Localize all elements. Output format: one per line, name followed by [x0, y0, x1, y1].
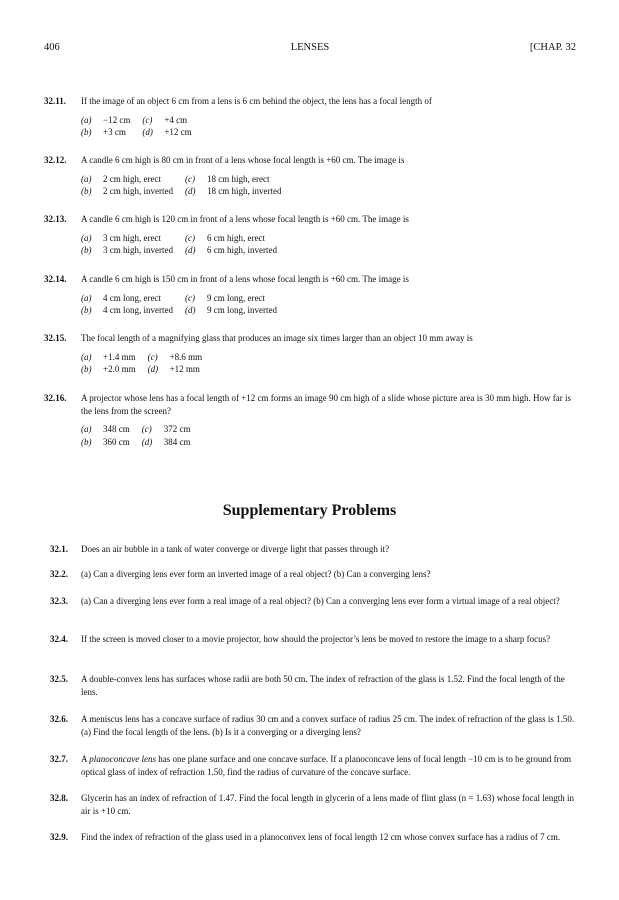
option: (c) 18 cm high, erect	[184, 173, 270, 184]
problem-32-6: 32.6. A meniscus lens has a concave surface of radius 30 cm and a convex surface of radius 25 cm. The index of refraction of the glass is 1.50. (a) Find the focal length of the lens. (b) Is it a converging or a diverging lens?	[50, 714, 575, 737]
question-text: The focal length of a magnifying glass that produces an image six times larger than an object 10 mm away is	[81, 333, 473, 343]
option: (d) 384 cm	[141, 436, 191, 447]
question-number: 32.15.	[44, 333, 67, 343]
option: (d) +12 cm	[142, 127, 192, 137]
chapter-ref: [CHAP. 32	[529, 42, 576, 53]
option: (b) 4 cm long, inverted	[81, 305, 173, 315]
question-32-14	[44, 273, 576, 317]
problem-32-7: 32.7. A planoconcave lens has one plane surface and one concave surface. If a planoconcave lens of focal length −10 cm is to be ground from optical glass of index of refraction 1.50, find the radius of curvature of the concave surface.	[50, 754, 572, 777]
option: (c) 372 cm	[141, 424, 191, 434]
question-number: 32.16.	[44, 393, 67, 403]
option: (b) +3 cm	[81, 127, 126, 137]
option: (a) +1.4 mm	[81, 351, 136, 362]
option: (a) 3 cm high, erect	[81, 232, 161, 243]
question-text: A candle 6 cm high is 120 cm in front of a lens whose focal length is +60 cm. The image is	[81, 214, 409, 224]
option: (d) 18 cm high, inverted	[184, 186, 282, 196]
answer-options	[81, 173, 576, 198]
page-header	[44, 42, 576, 58]
question-32-16	[44, 392, 576, 448]
question-32-13	[44, 213, 576, 257]
question-32-11	[44, 95, 576, 139]
answer-options	[81, 423, 576, 448]
answer-options	[81, 292, 576, 317]
option: (c) +4 cm	[142, 114, 188, 125]
option: (b) +2.0 mm	[81, 364, 136, 374]
chapter-title: LENSES	[290, 42, 330, 53]
option: (d) 9 cm long, inverted	[184, 305, 277, 315]
question-text: A projector whose lens has a focal length of +12 cm forms an image 90 cm high of a slide whose picture area is 30 mm high. How far is the lens from the screen?	[81, 393, 571, 416]
problem-32-5: 32.5. A double-convex lens has surfaces whose radii are both 50 cm. The index of refraction of the glass is 1.52. Find the focal length of the lens.	[50, 674, 565, 697]
problem-32-8: 32.8. Glycerin has an index of refraction of 1.47. Find the focal length in glycerin of a lens made of flint glass (n = 1.63) whose focal length in air is +10 cm.	[50, 793, 574, 816]
answer-options	[81, 232, 576, 257]
option: (b) 3 cm high, inverted	[81, 245, 173, 255]
question-text: A candle 6 cm high is 150 cm in front of a lens whose focal length is +60 cm. The image is	[81, 274, 409, 284]
question-number: 32.14.	[44, 274, 67, 284]
option: (c) +8.6 mm	[147, 351, 203, 362]
option: (b) 360 cm	[81, 436, 130, 447]
question-number: 32.12.	[44, 155, 67, 165]
problem-32-2: 32.2. (a) Can a diverging lens ever form an inverted image of a real object? (b) Can a converging lens?	[50, 569, 431, 579]
option: (c) 9 cm long, erect	[184, 292, 265, 303]
option: (a) 2 cm high, erect	[81, 173, 161, 184]
question-text: If the image of an object 6 cm from a lens is 6 cm behind the object, the lens has a focal length of	[81, 96, 432, 106]
option: (d) +12 mm	[147, 364, 200, 374]
problem-32-1: 32.1. Does an air bubble in a tank of water converge or diverge light that passes through it?	[50, 544, 390, 554]
option: (d) 6 cm high, inverted	[184, 245, 277, 255]
answer-options	[81, 114, 576, 139]
question-text: A candle 6 cm high is 80 cm in front of a lens whose focal length is +60 cm. The image is	[81, 155, 405, 165]
problem-32-4: 32.4. If the screen is moved closer to a movie projector, how should the projector’s lens be moved to restore the image to a sharp focus?	[50, 634, 551, 644]
section-title: Supplementary Problems	[222, 502, 397, 519]
answer-options	[81, 351, 576, 376]
problem-32-3: 32.3. (a) Can a diverging lens ever form a real image of a real object? (b) Can a converging lens ever form a virtual image of a real object?	[50, 596, 560, 606]
question-32-12	[44, 154, 576, 198]
problem-32-9: 32.9. Find the index of refraction of the glass used in a planoconvex lens of focal length 12 cm whose convex surface has a radius of 7 cm.	[50, 832, 561, 842]
question-number: 32.11.	[44, 96, 67, 106]
option: (a) 348 cm	[81, 424, 130, 434]
option: (c) 6 cm high, erect	[184, 232, 265, 243]
question-32-15	[44, 332, 576, 376]
option: (b) 2 cm high, inverted	[81, 186, 173, 196]
option: (a) 4 cm long, erect	[81, 292, 161, 303]
option: (a) −12 cm	[81, 114, 131, 125]
page-number: 406	[44, 42, 60, 53]
question-number: 32.13.	[44, 214, 67, 224]
